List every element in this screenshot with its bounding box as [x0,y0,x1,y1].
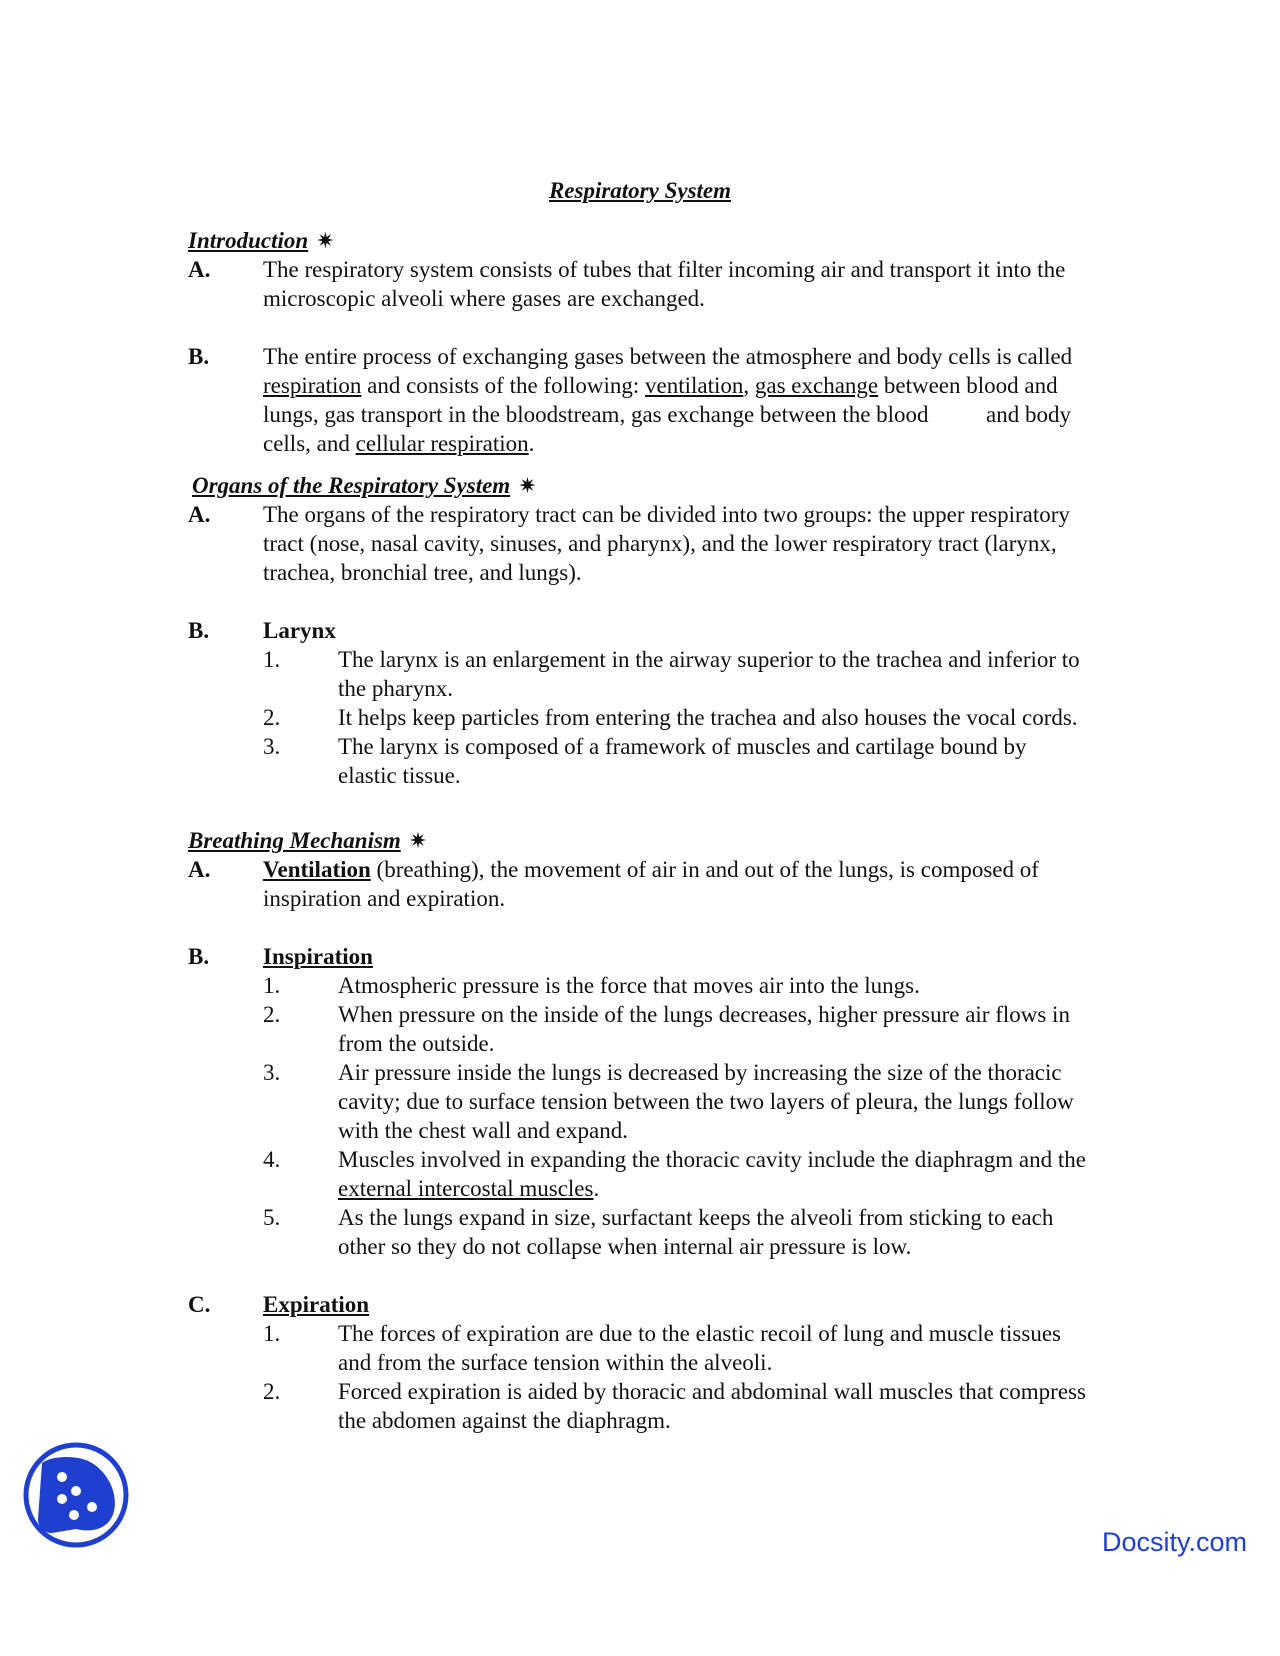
item-text: , [743,373,755,398]
numbered-item [263,1058,1088,1145]
item-text: between blood and lungs, gas transport in the bloodstream, gas exchange between the blood and body cells, and [263,373,1077,456]
asterisk-star-icon: ✷ [316,228,335,253]
item-letter: A. [188,857,211,882]
item-text: Atmospheric pressure is the force that moves air into the lungs. [338,973,920,998]
list-item [188,500,1088,587]
item-number: 2. [263,705,281,730]
numbered-item [263,703,1088,732]
item-number: 1. [263,647,281,672]
item-text: (breathing), the movement of air in and out of the lungs, is composed of inspiration and expiration. [263,857,1039,911]
item-text: The forces of expiration are due to the elastic recoil of lung and muscle tissues and from the surface tension within the alveoli. [338,1321,1061,1375]
item-letter: A. [188,257,211,282]
numbered-item [263,732,1088,790]
item-number: 1. [263,973,281,998]
term-cellular-respiration: cellular respiration [355,431,529,456]
numbered-item [263,971,1088,1000]
document-title: Respiratory System [548,178,732,203]
item-text: As the lungs expand in size, surfactant keeps the alveoli from sticking to each other so they do not collapse when internal air pressure is low. [338,1205,1054,1259]
item-text: . [593,1176,600,1201]
item-number: 3. [263,1060,281,1085]
numbered-item [263,1000,1088,1058]
item-text: Muscles involved in expanding the thoracic cavity include the diaphragm and the [338,1147,1086,1172]
numbered-list [263,1319,1088,1435]
section-organs [188,471,1088,790]
section-heading: Organs of the Respiratory System [192,473,511,498]
item-number: 3. [263,734,281,759]
section-heading: Breathing Mechanism [188,828,401,853]
numbered-list [263,971,1088,1261]
list-item [188,1290,1088,1435]
item-text: The larynx is an enlargement in the airway superior to the trachea and inferior to the pharynx. [338,647,1080,701]
section-heading: Introduction [188,228,309,253]
term-respiration: respiration [263,373,362,398]
numbered-item [263,1145,1088,1203]
item-letter: B. [188,344,210,369]
list-item [188,255,1088,313]
item-text: Air pressure inside the lungs is decreased by increasing the size of the thoracic cavity; due to surface tension between the two layers of pleura, the lungs follow with the chest wall and expand. [338,1060,1074,1143]
item-text: . [528,431,535,456]
item-text: The respiratory system consists of tubes that filter incoming air and transport it into the microscopic alveoli where gases are exchanged. [263,257,1066,311]
term-gas-exchange: gas exchange [754,373,879,398]
numbered-item [263,1377,1088,1435]
docsity-logo-icon[interactable] [22,1441,130,1549]
item-text: The entire process of exchanging gases between the atmosphere and body cells is called [263,344,1073,369]
term-ventilation: ventilation [645,373,744,398]
item-text: When pressure on the inside of the lungs decreases, higher pressure air flows in from the outside. [338,1002,1070,1056]
item-text: It helps keep particles from entering the trachea and also houses the vocal cords. [338,705,1078,730]
numbered-item [263,1203,1088,1261]
docsity-logo-graphic [22,1441,130,1549]
item-letter: A. [188,502,211,527]
term-external-intercostal-muscles: external intercostal muscles [338,1176,594,1201]
subsection-title: Larynx [263,618,336,643]
item-text: The organs of the respiratory tract can be divided into two groups: the upper respiratory tract (nose, nasal cavity, sinuses, and pharynx), and the lower respiratory tract (larynx, trachea, bronchial tree, and lungs). [263,502,1070,585]
item-letter: B. [188,944,210,969]
item-number: 4. [263,1147,281,1172]
term-ventilation: Ventilation [263,857,371,882]
item-number: 5. [263,1205,281,1230]
asterisk-star-icon: ✷ [518,473,537,498]
asterisk-star-icon: ✷ [408,828,428,853]
list-item [188,942,1088,1261]
list-item [188,855,1088,913]
item-text: and consists of the following: [361,373,645,398]
item-number: 2. [263,1002,281,1027]
item-number: 1. [263,1321,281,1346]
section-introduction [188,226,1088,458]
item-text: Forced expiration is aided by thoracic and abdominal wall muscles that compress the abdomen against the diaphragm. [338,1379,1086,1433]
section-breathing-mechanism [188,826,1088,1435]
numbered-item [263,645,1088,703]
subsection-title: Expiration [263,1292,370,1317]
numbered-list [263,645,1088,790]
subsection-title: Inspiration [263,944,373,969]
numbered-item [263,1319,1088,1377]
docsity-brand-link[interactable]: Docsity.com [1102,1527,1248,1557]
item-letter: C. [188,1292,211,1317]
list-item [188,342,1088,458]
item-number: 2. [263,1379,281,1404]
item-letter: B. [188,618,210,643]
item-text: The larynx is composed of a framework of muscles and cartilage bound by elastic tissue. [338,734,1027,788]
list-item [188,616,1088,790]
